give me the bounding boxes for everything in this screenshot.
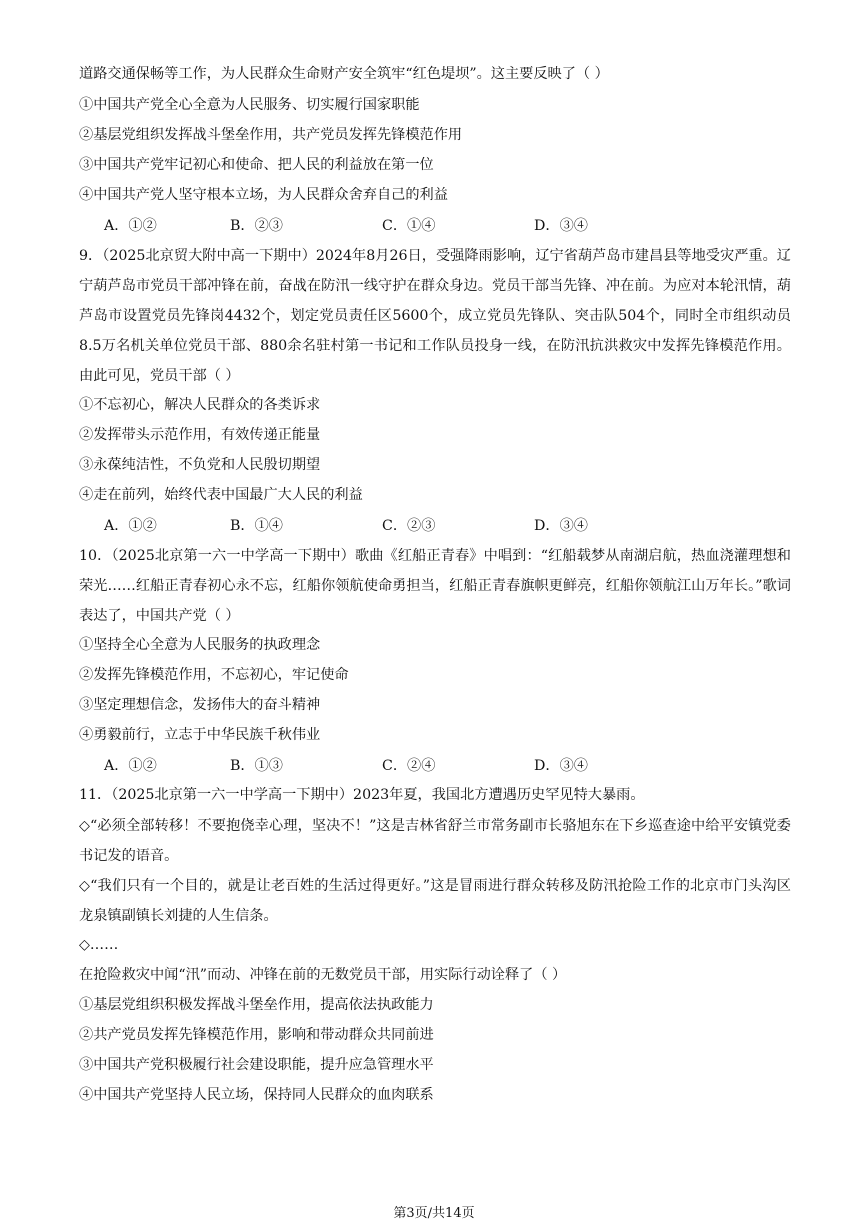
q9-option-c: C．②③ — [382, 518, 436, 534]
q11-question: 在抢险救灾中闻“汛”而动、冲锋在前的无数党员干部，用实际行动诠释了（ ） — [79, 967, 567, 983]
q10-item-1: ①坚持全心全意为人民服务的执政理念 — [79, 637, 321, 653]
q10-item-4: ④勇毅前行，立志于中华民族千秋伟业 — [79, 727, 321, 743]
q9-option-a: A．①② — [104, 518, 157, 534]
q9-stem: 9．（2025北京贸大附中高一下期中）2024年8月26日，受强降雨影响，辽宁省葫芦岛市建昌县等地受灾严重。辽宁葫芦岛市党员干部冲锋在前，奋战在防汛一线守护在群众身边。党员干部当先锋、冲在前。为应对本轮汛情，葫芦岛市设置党员先锋岗4432个，划定党员责任区5600个，成立党员先锋队、突击队504个，同时全市组织动员8.5万名机关单位党员干部、880余名驻村第一书记和工作队员投身一线，在防汛抗洪救灾中发挥先锋模范作用。由此可见，党员干部（ ） — [79, 248, 791, 384]
q11-bullet-2: ◇“我们只有一个目的，就是让老百姓的生活过得更好。”这是冒雨进行群众转移及防汛抢险工作的北京市门头沟区龙泉镇副镇长刘捷的人生信条。 — [79, 878, 791, 924]
q10-option-b: B．①③ — [230, 758, 283, 774]
q9-item-2: ②发挥带头示范作用，有效传递正能量 — [79, 427, 321, 443]
q11-bullet-3: ◇…… — [79, 937, 119, 953]
q11-item-1: ①基层党组织积极发挥战斗堡垒作用，提高依法执政能力 — [79, 997, 434, 1013]
q9-item-3: ③永葆纯洁性，不负党和人民殷切期望 — [79, 457, 321, 473]
q11-item-2: ②共产党员发挥先锋模范作用，影响和带动群众共同前进 — [79, 1027, 434, 1043]
q8-option-c: C．①④ — [382, 218, 436, 234]
q10-item-2: ②发挥先锋模范作用，不忘初心，牢记使命 — [79, 667, 349, 683]
q8-option-a: A．①② — [104, 218, 157, 234]
q9-option-b: B．①④ — [230, 518, 283, 534]
q8-item-4: ④中国共产党人坚守根本立场，为人民群众舍弃自己的利益 — [79, 187, 448, 203]
q11-item-3: ③中国共产党积极履行社会建设职能，提升应急管理水平 — [79, 1057, 434, 1073]
q8-item-2: ②基层党组织发挥战斗堡垒作用，共产党员发挥先锋模范作用 — [79, 127, 463, 143]
q11-stem: 11．（2025北京第一六一中学高一下期中）2023年夏，我国北方遭遇历史罕见特大暴雨。 — [79, 787, 645, 803]
q8-option-b: B．②③ — [230, 218, 283, 234]
q11-bullet-1: ◇“必须全部转移！不要抱侥幸心理，坚决不！”这是吉林省舒兰市常务副市长骆旭东在下乡巡查途中给平安镇党委书记发的语音。 — [79, 818, 791, 864]
q9-option-d: D．③④ — [534, 518, 588, 534]
q9-item-4: ④走在前列，始终代表中国最广大人民的利益 — [79, 487, 363, 503]
q10-stem: 10．（2025北京第一六一中学高一下期中）歌曲《红船正青春》中唱到：“红船载梦从南湖启航，热血浇灌理想和荣光……红船正青春初心永不忘，红船你领航使命勇担当，红船正青春旗帜更鲜亮，红船你领航江山万年长。”歌词表达了，中国共产党（ ） — [79, 548, 791, 624]
q9-item-1: ①不忘初心，解决人民群众的各类诉求 — [79, 397, 321, 413]
q10-option-c: C．②④ — [382, 758, 436, 774]
q10-item-3: ③坚定理想信念，发扬伟大的奋斗精神 — [79, 697, 321, 713]
q8-item-3: ③中国共产党牢记初心和使命、把人民的利益放在第一位 — [79, 157, 434, 173]
q8-item-1: ①中国共产党全心全意为人民服务、切实履行国家职能 — [79, 97, 420, 113]
q10-option-d: D．③④ — [534, 758, 588, 774]
q10-option-a: A．①② — [104, 758, 157, 774]
q8-option-d: D．③④ — [534, 218, 588, 234]
q11-item-4: ④中国共产党坚持人民立场，保持同人民群众的血肉联系 — [79, 1087, 434, 1103]
q8-stem-tail: 道路交通保畅等工作，为人民群众生命财产安全筑牢“红色堤坝”。这主要反映了（ ） — [79, 66, 609, 82]
page-number: 第3页/共14页 — [393, 1206, 475, 1221]
